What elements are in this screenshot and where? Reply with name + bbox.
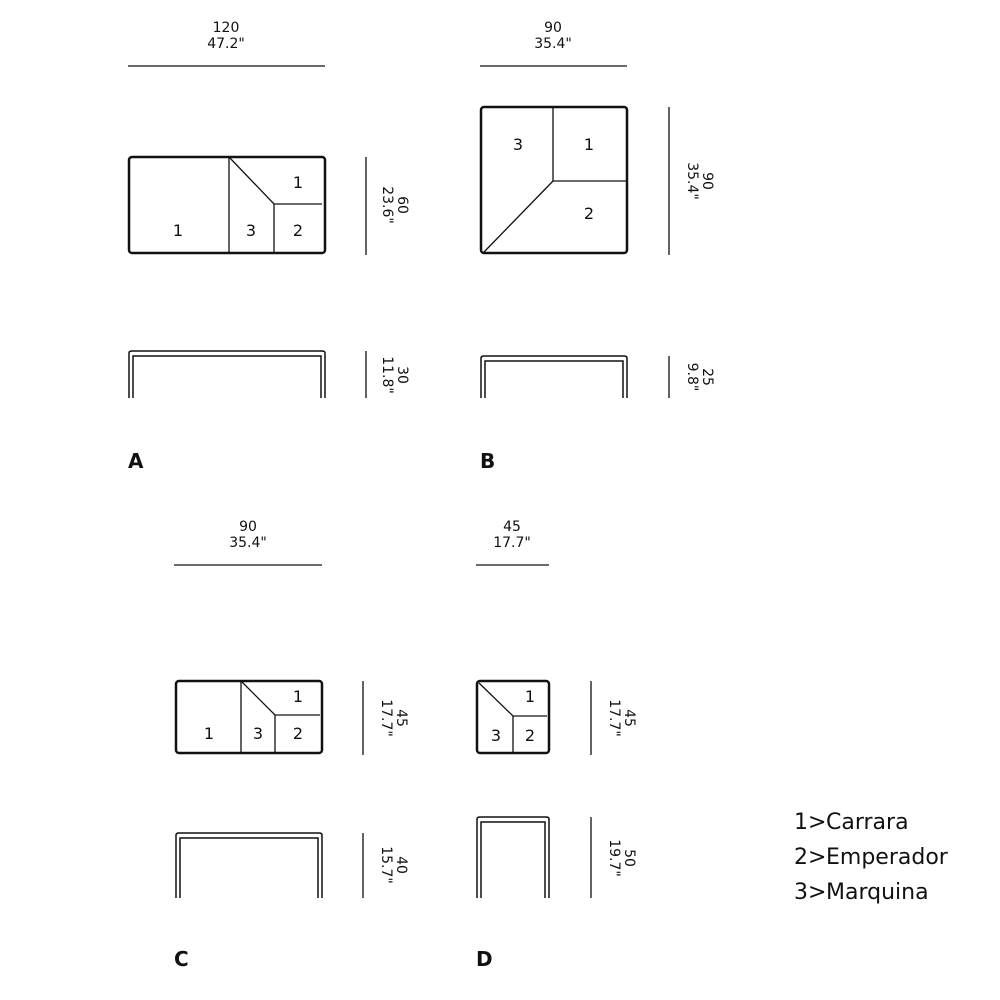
legend-item [794,845,949,870]
legend-number: 2 [794,845,808,870]
material-legend [794,810,949,905]
table-d-depth-in: 17.7" [606,699,622,737]
legend-name: Marquina [826,880,929,905]
table-a-height-cm: 30 [394,366,410,384]
table-a-depth-in: 23.6" [379,186,395,224]
table-a-zone-label: 1 [172,221,184,240]
table-a [128,20,410,473]
table-a-width-cm: 120 [212,20,240,36]
table-c-label: C [174,947,189,971]
legend-marker: > [808,845,827,870]
table-a-zone-label: 2 [292,221,304,240]
table-c [174,519,409,971]
table-d-height-cm: 50 [621,849,637,867]
table-b-zone-label: 3 [512,135,524,154]
table-d-zone-label: 1 [524,687,536,706]
legend-item [794,880,929,905]
table-c-width-in: 35.4" [229,535,267,551]
table-d-marble-division [479,683,547,752]
table-a-marble-division [229,157,322,253]
table-a-width-in: 47.2" [207,36,245,52]
table-c-depth-in: 17.7" [378,699,394,737]
table-c-width-cm: 90 [239,519,257,535]
legend-name: Carrara [826,810,909,835]
table-d-width-cm: 45 [503,519,521,535]
table-c-zone-label: 3 [252,724,264,743]
legend-item [794,810,909,835]
table-d-zone-label: 2 [524,726,536,745]
table-b-zone-label: 2 [583,204,595,223]
table-b-height-cm: 25 [699,368,715,386]
table-d-depth-cm: 45 [621,709,637,727]
table-d-side-view [477,817,549,898]
table-c-depth-cm: 45 [393,709,409,727]
table-b-width-in: 35.4" [534,36,572,52]
table-a-zone-label: 3 [245,221,257,240]
legend-number: 1 [794,810,808,835]
table-a-side-view [129,351,325,398]
table-b-side-view [481,356,627,398]
table-a-height-in: 11.8" [379,356,395,394]
table-c-height-cm: 40 [393,856,409,874]
legend-marker: > [808,810,827,835]
table-b-marble-division [484,107,627,252]
table-b-top-view [481,107,627,253]
legend-name: Emperador [826,845,948,870]
table-c-side-view [176,833,322,898]
table-d-height-in: 19.7" [606,839,622,877]
table-b-depth-in: 35.4" [684,162,700,200]
table-b-width-cm: 90 [544,20,562,36]
table-d [476,519,637,971]
table-a-zone-label: 1 [292,173,304,192]
table-c-height-in: 15.7" [378,846,394,884]
table-d-zone-label: 3 [490,726,502,745]
table-a-depth-cm: 60 [394,196,410,214]
legend-number: 3 [794,880,808,905]
table-b [480,20,715,473]
table-b-zone-label: 1 [583,135,595,154]
table-c-zone-label: 1 [203,724,215,743]
table-a-label: A [128,449,144,473]
table-c-zone-label: 2 [292,724,304,743]
table-b-depth-cm: 90 [699,172,715,190]
table-b-height-in: 9.8" [684,362,700,392]
table-b-label: B [480,449,496,473]
table-d-label: D [476,947,493,971]
legend-marker: > [808,880,827,905]
table-c-zone-label: 1 [292,687,304,706]
table-d-width-in: 17.7" [493,535,531,551]
